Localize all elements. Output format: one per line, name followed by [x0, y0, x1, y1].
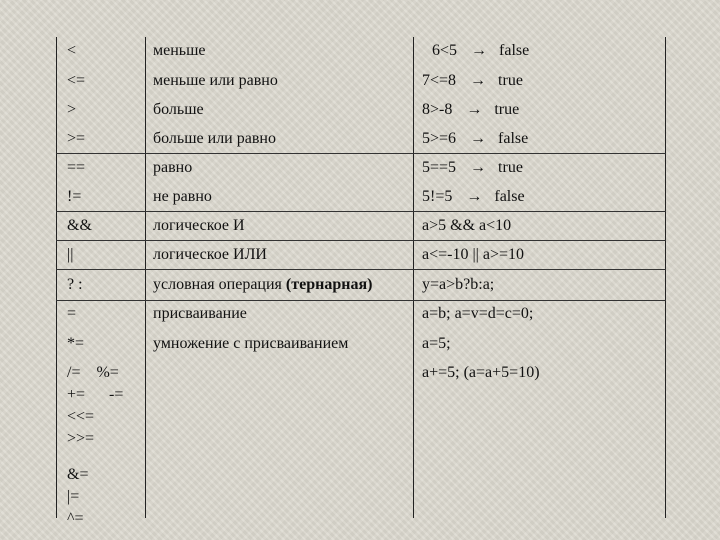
operator-multiply-assign: *=: [67, 335, 85, 352]
operator-description: не равно: [153, 188, 212, 205]
example-expression: 7<=8: [422, 72, 457, 89]
operator-description: меньше: [153, 42, 206, 59]
compound-operators-list: [67, 362, 123, 530]
example-result: false: [498, 130, 529, 147]
operator-description: равно: [153, 159, 193, 176]
example-expression: 6<5: [432, 42, 458, 59]
operator-example: a+=5; (a=a+5=10): [422, 364, 540, 381]
table-left-border: [56, 37, 57, 518]
operator-description: [153, 274, 372, 296]
table-right-border: [665, 37, 666, 518]
row-divider: [56, 153, 666, 154]
description-text: условная операция: [153, 276, 282, 293]
example-result: false: [494, 188, 525, 205]
row-divider: [56, 240, 666, 241]
operator-example: [422, 157, 523, 179]
compound-operator: ^=: [67, 510, 84, 527]
column-divider-1: [145, 37, 146, 518]
operator-greater: >: [67, 101, 77, 118]
compound-operator: <<=: [67, 408, 95, 425]
compound-operator-gap: [67, 450, 123, 464]
compound-operator: &=: [67, 466, 89, 483]
operator-example: a>5 && a<10: [422, 217, 512, 234]
operator-example: [432, 40, 529, 62]
example-expression: 8>-8: [422, 101, 453, 118]
operator-example: [422, 186, 525, 208]
operator-equal: ==: [67, 159, 86, 176]
operator-or: ||: [67, 246, 74, 263]
example-result: true: [498, 159, 523, 176]
example-expression: 5>=6: [422, 130, 457, 147]
operator-greater-equal: >=: [67, 130, 86, 147]
compound-operator: >>=: [67, 430, 95, 447]
compound-operator: += -=: [67, 386, 124, 403]
arrow-icon: →: [471, 42, 488, 59]
arrow-icon: →: [470, 72, 487, 89]
operator-description: меньше или равно: [153, 72, 278, 89]
arrow-icon: →: [470, 130, 487, 147]
operator-example: [422, 99, 519, 121]
column-divider-2: [413, 37, 414, 518]
operator-description: логическое ИЛИ: [153, 246, 267, 263]
compound-operator: /= %=: [67, 364, 119, 381]
compound-operator: |=: [67, 488, 80, 505]
operator-not-equal: !=: [67, 188, 82, 205]
arrow-icon: →: [466, 188, 483, 205]
row-divider: [56, 300, 666, 301]
example-result: true: [498, 72, 523, 89]
operator-less: <: [67, 42, 77, 59]
operator-description: больше: [153, 101, 204, 118]
operator-example: [422, 128, 528, 150]
description-bold-text: (тернарная): [285, 276, 373, 293]
operator-example: a=5;: [422, 335, 451, 352]
example-result: false: [499, 42, 530, 59]
operator-description: присваивание: [153, 305, 247, 322]
row-divider: [56, 269, 666, 270]
example-expression: 5==5: [422, 159, 457, 176]
arrow-icon: →: [466, 101, 483, 118]
operator-ternary: ? :: [67, 276, 83, 293]
operator-assign: =: [67, 305, 77, 322]
operator-example: a<=-10 || a>=10: [422, 246, 525, 263]
operator-example: y=a>b?b:a;: [422, 276, 495, 293]
operator-description: больше или равно: [153, 130, 276, 147]
operator-less-equal: <=: [67, 72, 86, 89]
operator-description: умножение с присваиванием: [153, 335, 349, 352]
operator-example: a=b; a=v=d=c=0;: [422, 305, 534, 322]
operator-and: &&: [67, 217, 92, 234]
operator-description: логическое И: [153, 217, 245, 234]
example-result: true: [494, 101, 520, 118]
row-divider: [56, 211, 666, 212]
arrow-icon: →: [470, 159, 487, 176]
operator-example: [422, 70, 523, 92]
example-expression: 5!=5: [422, 188, 453, 205]
